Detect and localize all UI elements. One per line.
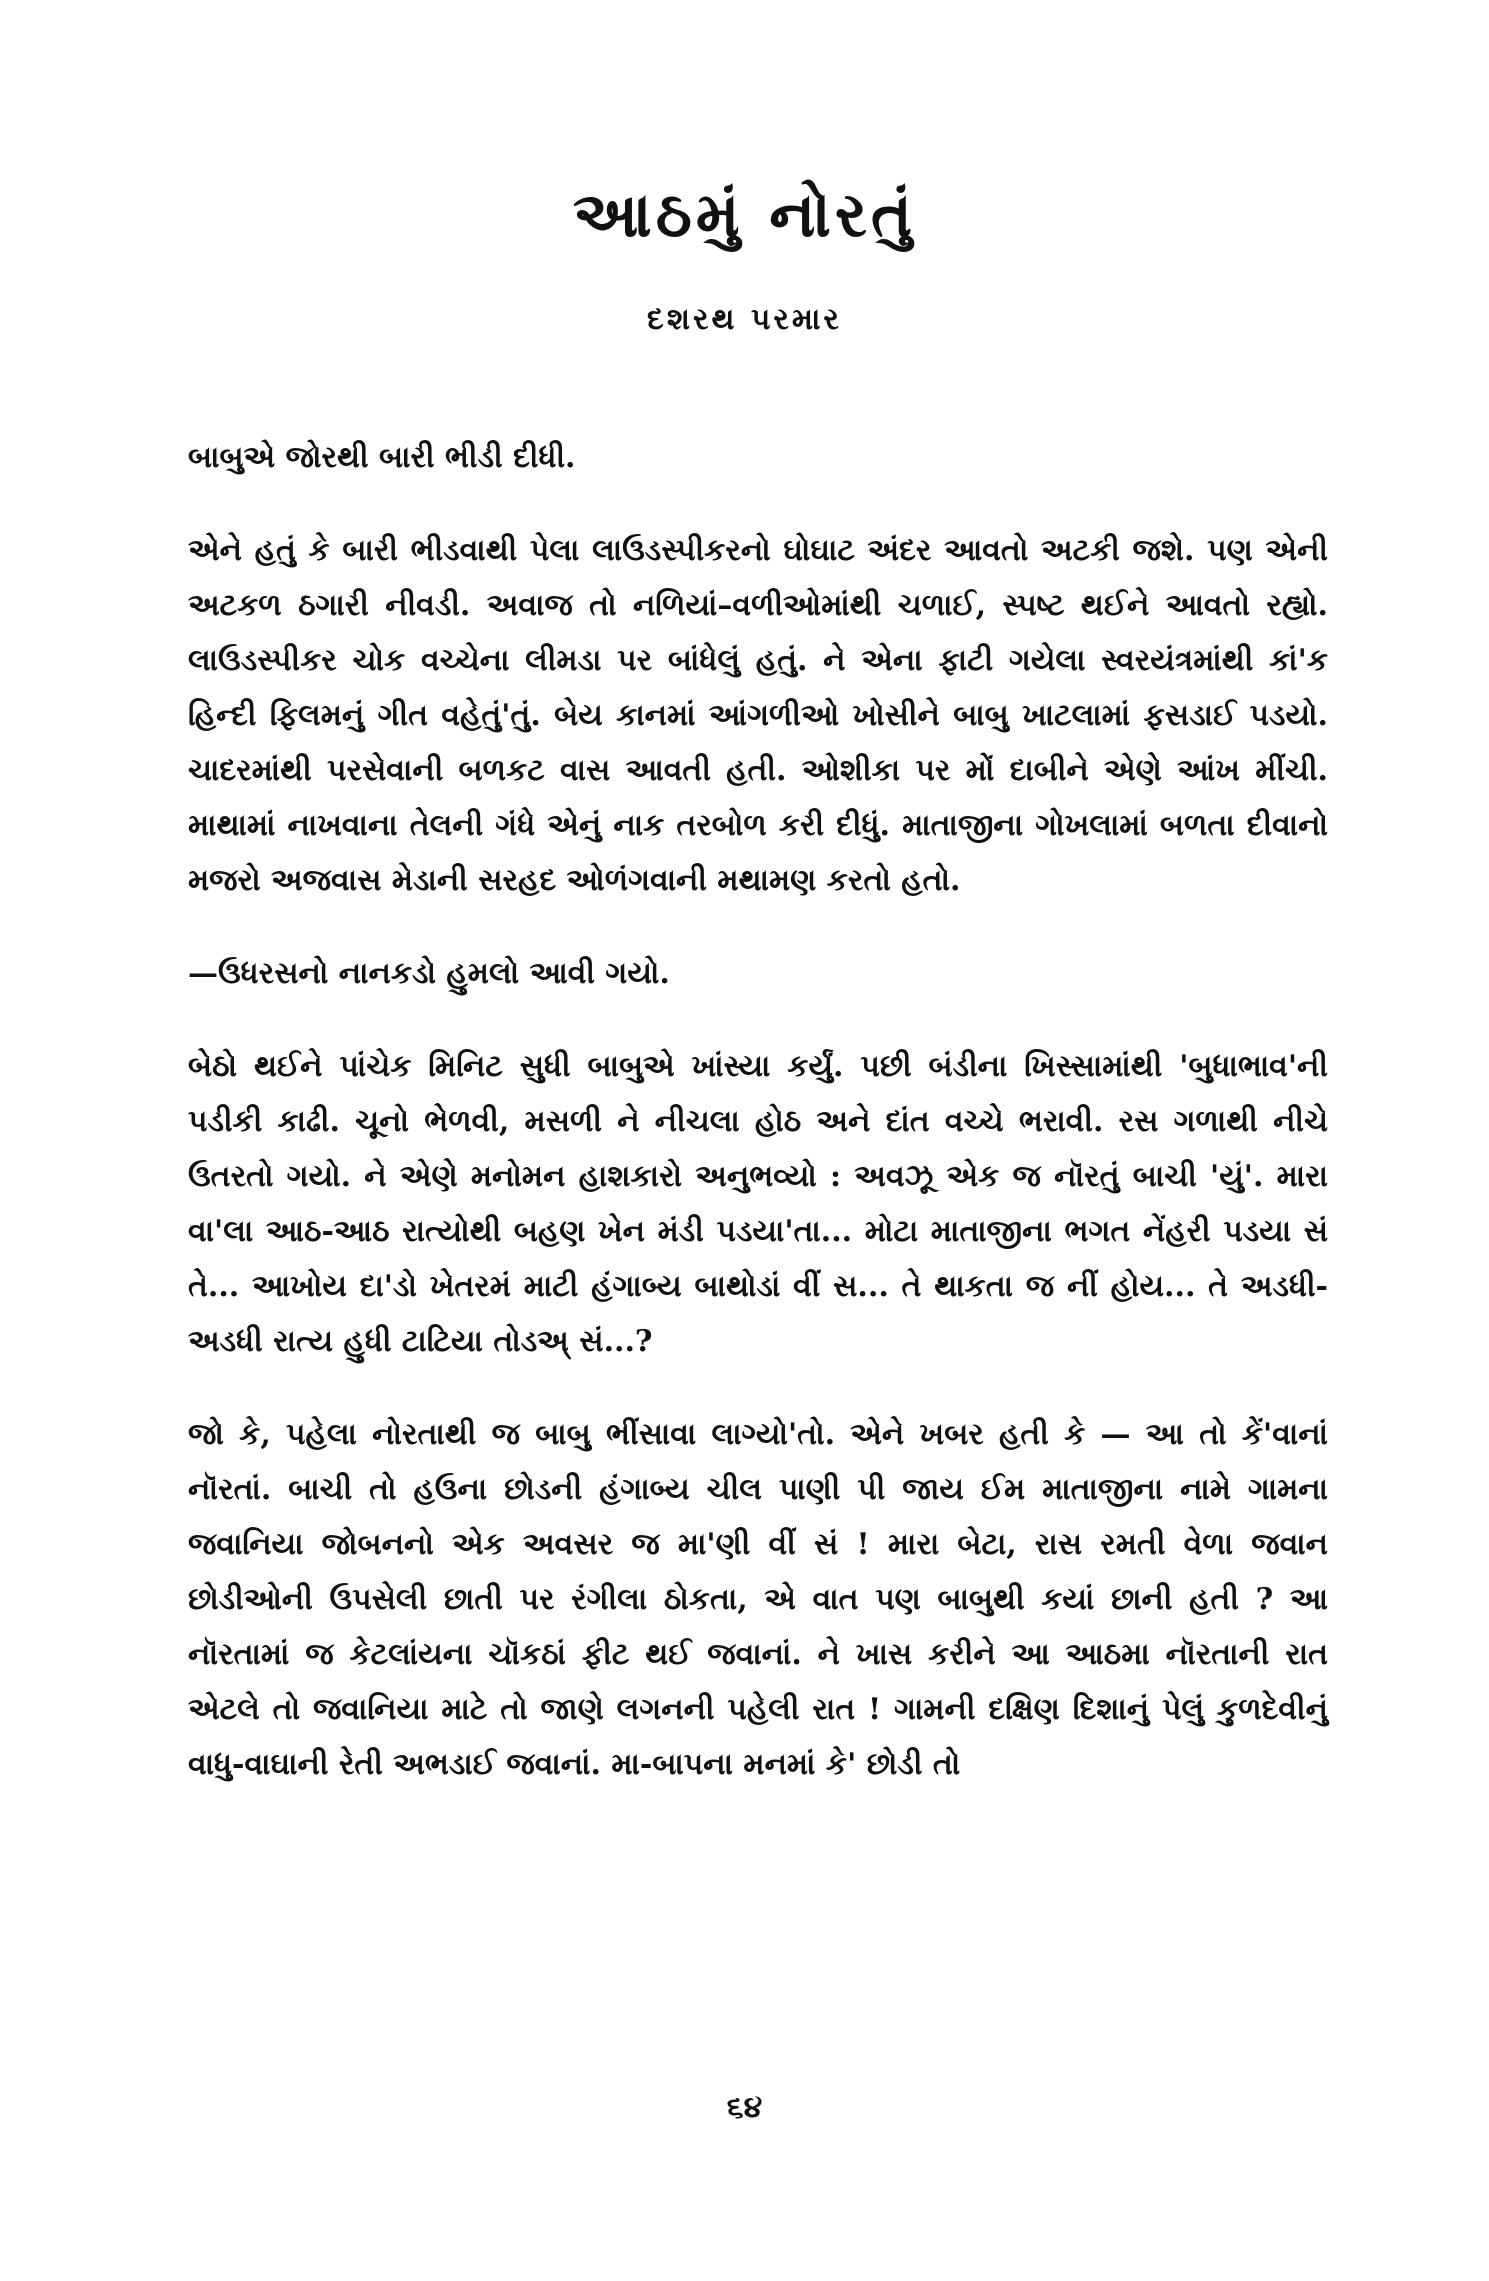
paragraph: જો કે, પહેલા નોરતાથી જ બાબુ ભીંસાવા લાગ્યો'તો. એને ખબર હતી કે — આ તો કેં'વાનાં નૉરતાં. બાચી તો હઉના છોડની હંગાબ્ય ચીલ પાણી પી જાય ઈમ માતાજીના નામે ગામના જવાનિયા જોબનનો એક અવસર જ મા'ણી વીં સં ! મારા બેટા, રાસ રમતી વેળા જવાન છોડીઓની ઉપસેલી છાતી પર રંગીલા ઠોકતા, એ વાત પણ બાબુથી કયાં છાની હતી ? આ નૉરતામાં જ કેટલાંયના ચૉકઠાં ફીટ થઈ જવાનાં. ને ખાસ કરીને આ આઠમા નૉરતાની રાત એટલે તો જવાનિયા માટે તો જાણે લગનની પહેલી રાત ! ગામની દક્ષિણ દિશાનું પેલું કુળદેવીનું વાધુ-વાઘાની રેતી અભડાઈ જવાનાં. મા-બાપના મનમાં કે' છોડી તો	[188, 1417, 1328, 1782]
paragraph: —ઉધરસનો નાનકડો હુમલો આવી ગયો.	[188, 956, 670, 991]
page-number: ૬૪	[726, 2090, 763, 2125]
paragraph: બાબુએ જોરથી બારી ભીડી દીધી.	[188, 440, 576, 475]
chapter-title: આઠમું નોરતું	[572, 178, 917, 251]
story-body	[188, 430, 1328, 1830]
author-name: દશરથ પરમાર	[647, 302, 842, 337]
paragraph: એને હતું કે બારી ભીડવાથી પેલા લાઉડસ્પીકરનો ઘોઘાટ અંદર આવતો અટકી જશે. પણ એની અટકળ ઠગારી નીવડી. અવાજ તો નળિયાં–વળીઓમાંથી ચળાઈ, સ્પષ્ટ થઈને આવતો રહ્યો. લાઉડસ્પીકર ચોક વચ્ચેના લીમડા પર બાંધેલું હતું. ને એના ફાટી ગયેલા સ્વરયંત્રમાંથી કાં'ક હિન્દી ફિલમનું ગીત વહેતું'તું. બેય કાનમાં આંગળીઓ ખોસીને બાબુ ખાટલામાં ફસડાઈ પડયો. ચાદરમાંથી પરસેવાની બળકટ વાસ આવતી હતી. ઓશીકા પર મોં દાબીને એણે આંખ મીંચી. માથામાં નાખવાના તેલની ગંધે એનું નાક તરબોળ કરી દીધું. માતાજીના ગોખલામાં બળતા દીવાનો મજરો અજવાસ મેડાની સરહદ ઓળંગવાની મથામણ કરતો હતો.	[188, 533, 1328, 898]
paragraph: બેઠો થઈને પાંચેક મિનિટ સુધી બાબુએ ખાંસ્યા કર્યું. પછી બંડીના ખિસ્સામાંથી 'બુધાભાવ'ની પડીકી કાઢી. ચૂનો ભેળવી, મસળી ને નીચલા હોઠ અને દાંત વચ્ચે ભરાવી. રસ ગળાથી નીચે ઉતરતો ગયો. ને એણે મનોમન હાશકારો અનુભવ્યો : અવઝૂ એક જ નૉરતું બાચી 'યું'. મારા વા'લા આઠ-આઠ રાત્યોથી બહણ ખેન મંડી પડયા'તા... મોટા માતાજીના ભગત નેંહરી પડયા સં તે... આખોય દા'ડો ખેતરમં માટી હંગાબ્ય બાથોડાં વીં સ... તે થાકતા જ નીં હોય... તે અડધી-અડધી રાત્ય હુધી ટાટિયા તોડઅ્ સં...?	[188, 1049, 1328, 1359]
